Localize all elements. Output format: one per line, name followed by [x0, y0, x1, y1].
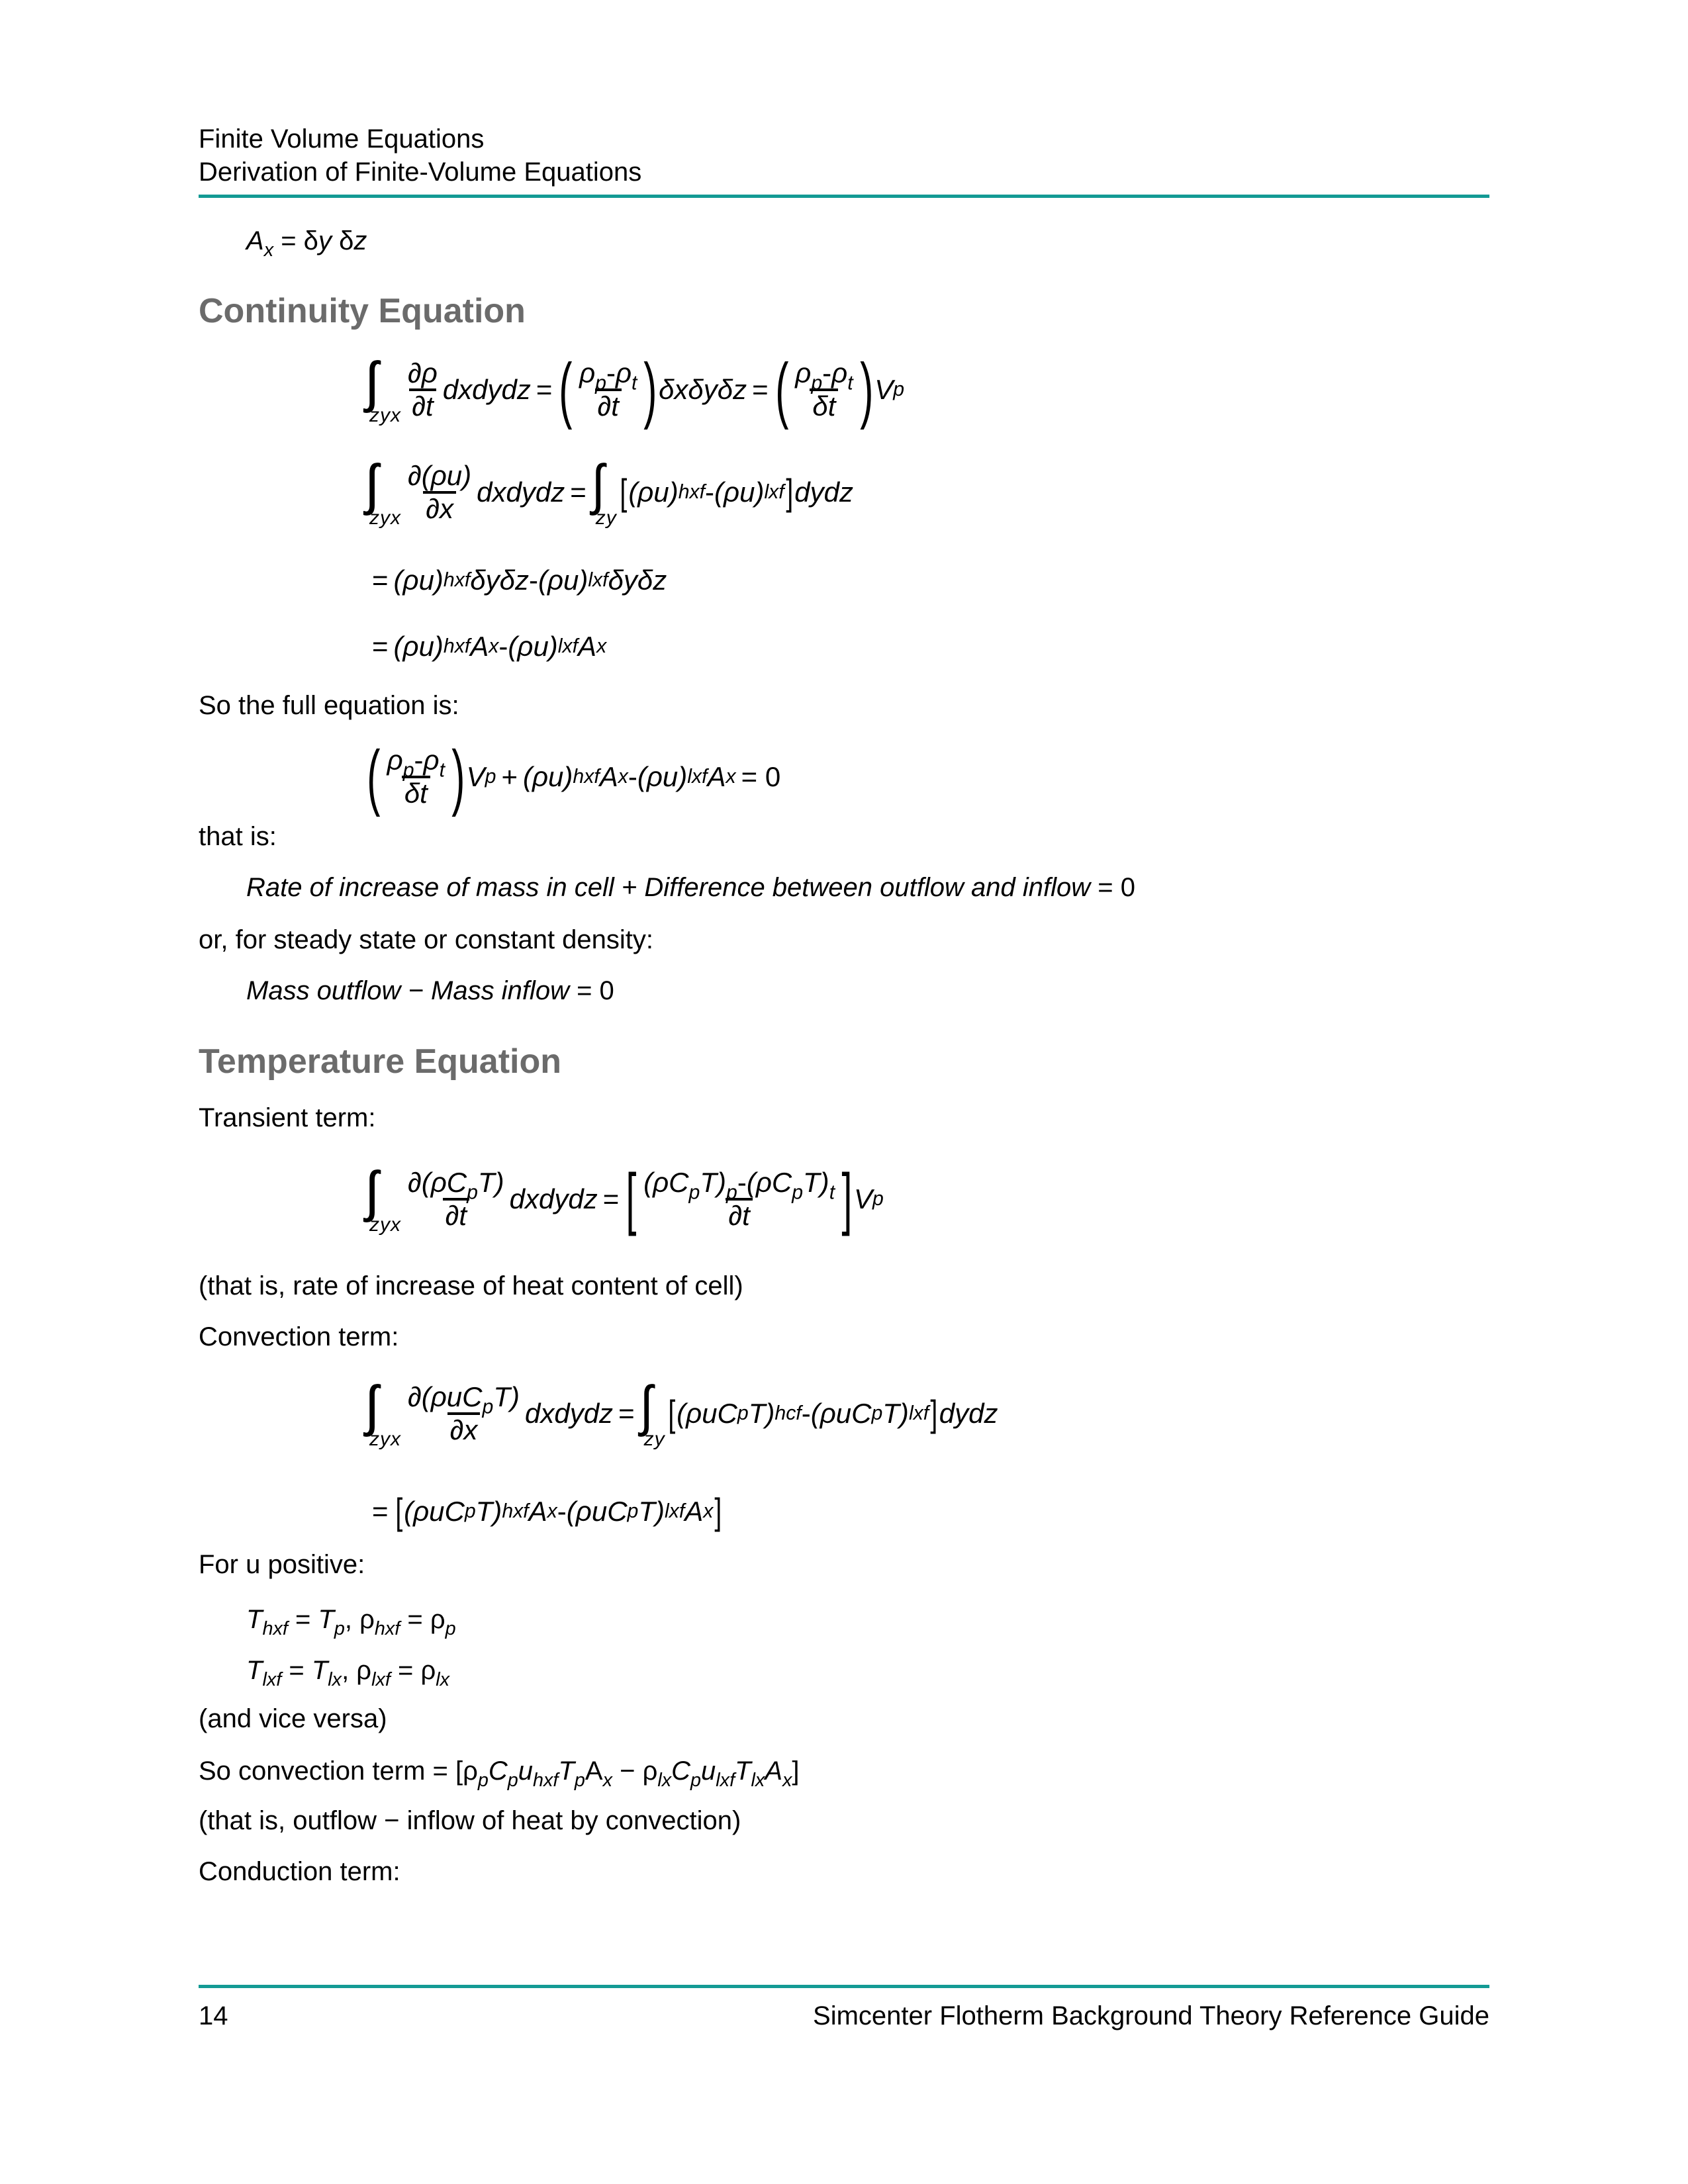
convection-equation-2: = [ (ρuC p T) hxf A x - (ρuC p T) lxf A x ]	[372, 1490, 722, 1532]
subscript: hxf	[533, 1770, 559, 1792]
minus: -	[737, 1167, 747, 1198]
subscript: p	[726, 1181, 737, 1204]
equals: =	[570, 477, 586, 508]
denominator: ∂t	[726, 1198, 752, 1230]
numerator: ∂(ρC	[408, 1167, 467, 1198]
A-symbol: A	[765, 1756, 783, 1786]
rho: ρ	[423, 745, 440, 776]
term: dydz	[939, 1398, 998, 1429]
transient-note: (that is, rate of increase of heat content of cell)	[199, 1271, 743, 1300]
volume-symbol: V	[854, 1183, 873, 1214]
term: T)	[700, 1167, 726, 1198]
area-symbol: A	[578, 631, 597, 662]
equals: =	[372, 565, 389, 596]
paren-close: )	[451, 736, 465, 817]
term: (ρu)	[508, 631, 558, 662]
guide-title: Simcenter Flotherm Background Theory Reference Guide	[813, 2001, 1489, 2030]
continuity-eq3: = (ρu) hxf δyδz - (ρu) lxf δyδz	[372, 565, 667, 596]
fraction	[405, 1383, 522, 1444]
numerator-tail: T)	[493, 1381, 520, 1412]
area-symbol: A	[599, 761, 618, 792]
term: (ρu)	[628, 477, 679, 508]
subscript: hxf	[374, 1618, 400, 1640]
denominator: ∂t	[443, 1198, 469, 1230]
volume-symbol: V	[466, 761, 485, 792]
symbol-y: y	[318, 226, 332, 255]
rho: , ρ	[342, 1656, 372, 1685]
subscript: p	[445, 1618, 456, 1640]
numerator: ∂ρ	[408, 357, 438, 388]
fraction	[405, 359, 440, 420]
equals-zero: = 0	[569, 976, 614, 1005]
rho: = ρ	[390, 1656, 436, 1685]
term: (ρC	[746, 1167, 792, 1198]
term: (ρu)	[714, 477, 765, 508]
fraction	[577, 359, 639, 420]
paren-close: )	[643, 349, 657, 430]
term: (ρu)	[523, 761, 573, 792]
rho: ρ	[615, 357, 632, 388]
term: (ρuC	[404, 1496, 465, 1527]
triple-integral-icon: ∫∫∫ zyx	[365, 1375, 401, 1450]
heading-continuity: Continuity Equation	[199, 292, 526, 330]
term: δxδyδz	[659, 374, 747, 405]
equals: =	[372, 631, 389, 662]
integral-limits: zyx	[369, 1428, 401, 1450]
minus: -	[557, 1496, 567, 1527]
term: (ρuC	[566, 1496, 628, 1527]
subscript: lxf	[716, 1770, 735, 1792]
continuity-full-equation: ( $\frac{\rho_p-\rho_t}{\delta t}$ ) V p + (ρu) hxf A x - (ρu) lxf A x = 0	[367, 736, 781, 817]
text: − ρ	[612, 1756, 658, 1786]
ax-definition	[246, 225, 367, 261]
chapter-title: Finite Volume Equations	[199, 124, 485, 154]
full-equation-label: So the full equation is:	[199, 691, 459, 720]
C-symbol: C	[671, 1756, 691, 1786]
denominator: ∂x	[447, 1412, 481, 1444]
outflow-note: (that is, outflow − inflow of heat by convection)	[199, 1806, 741, 1835]
subscript: lxf	[371, 1669, 391, 1691]
text: So convection term = [ρ	[199, 1756, 478, 1786]
subscript: p	[574, 1770, 585, 1792]
subscript: lx	[751, 1770, 765, 1792]
rho: ρ	[795, 357, 812, 388]
subscript: hxf	[262, 1618, 288, 1640]
term: dxdydz	[509, 1183, 598, 1214]
symbol-z: z	[353, 226, 367, 255]
bracket-close: ]	[930, 1392, 938, 1434]
paren-close: )	[859, 349, 874, 430]
term: (ρu)	[393, 631, 444, 662]
transient-equation: ∫∫∫ zyx $\frac{\partial(\rho C_pT)}{\partial t}$ dxdydz = [ $\frac{(\rho C_pT)_p-(\rho C_pT)_t}{\partial t}$ ] V p	[365, 1160, 884, 1238]
continuity-eq2: ∫∫∫ zyx $\frac{\partial(\rho u)}{\partial x}$ dxdydz = ∫∫ zy [ (ρu) hxf - (ρu) lxf ] dydz	[365, 453, 853, 529]
term: dxdydz	[524, 1398, 614, 1429]
footer-rule	[199, 1985, 1489, 1988]
denominator: ∂x	[423, 491, 456, 523]
term: (ρu)	[538, 565, 588, 596]
term: (ρu)	[637, 761, 688, 792]
double-integral-icon: ∫∫ zy	[591, 453, 617, 529]
subscript: p	[482, 1396, 494, 1418]
integral-limits: zyx	[369, 1214, 401, 1236]
triple-integral-icon: ∫∫∫ zyx	[365, 453, 401, 529]
subscript: p	[595, 372, 606, 394]
triple-integral-icon: ∫∫∫ zyx	[365, 351, 401, 426]
text: = δ	[273, 226, 318, 255]
integral-limits: zy	[595, 507, 617, 529]
fraction	[405, 462, 474, 523]
minus: -	[606, 357, 616, 388]
numerator-tail: T)	[477, 1167, 504, 1198]
conduction-label: Conduction term:	[199, 1857, 400, 1886]
term: T)	[882, 1398, 909, 1429]
equals-zero: = 0	[1090, 873, 1135, 902]
term: dxdydz	[477, 477, 565, 508]
heading-temperature: Temperature Equation	[199, 1042, 562, 1081]
term: T)	[803, 1167, 829, 1198]
rho: = ρ	[400, 1605, 445, 1634]
bracket-close: ]	[841, 1160, 853, 1238]
that-is-label: that is:	[199, 822, 277, 851]
rho: ρ	[831, 357, 848, 388]
integral-limits: zyx	[369, 507, 401, 529]
term: (ρuC	[810, 1398, 872, 1429]
C-symbol: C	[488, 1756, 508, 1786]
paren-open: (	[559, 349, 573, 430]
subscript: p	[792, 1181, 804, 1204]
equals: =	[281, 1656, 312, 1685]
equals-zero: = 0	[741, 761, 781, 792]
lxf-relation	[246, 1655, 450, 1691]
hxf-relation	[246, 1604, 456, 1640]
subscript: p	[690, 1770, 702, 1792]
term: δyδz	[470, 565, 529, 596]
bracket-open: [	[667, 1392, 675, 1434]
denominator: ∂t	[409, 388, 436, 420]
T-symbol: T	[246, 1656, 263, 1685]
u-positive-label: For u positive:	[199, 1550, 365, 1579]
symbol-A: A	[246, 226, 264, 255]
rate-text: Rate of increase of mass in cell + Difference between outflow and inflow	[246, 873, 1091, 902]
minus: -	[801, 1398, 811, 1429]
A-symbol: A	[585, 1756, 603, 1786]
subscript: t	[847, 372, 853, 394]
term: (ρuC	[677, 1398, 737, 1429]
denominator: δt	[402, 776, 430, 807]
convection-term-line	[199, 1755, 800, 1792]
subscript: p	[811, 372, 823, 394]
minus: -	[414, 745, 424, 776]
transient-label: Transient term:	[199, 1103, 376, 1132]
double-integral-icon: ∫∫ zy	[639, 1375, 665, 1450]
fraction	[405, 1169, 507, 1230]
equals: =	[287, 1605, 318, 1634]
T-symbol: T	[246, 1605, 263, 1634]
subscript: p	[334, 1618, 345, 1640]
subscript: x	[782, 1770, 792, 1792]
subscript: p	[507, 1770, 518, 1792]
term: dydz	[794, 477, 853, 508]
T-symbol: T	[311, 1656, 328, 1685]
subscript: t	[632, 372, 637, 394]
minus: -	[822, 357, 832, 388]
term: δyδz	[608, 565, 667, 596]
area-symbol: A	[470, 631, 489, 662]
term: T)	[748, 1398, 775, 1429]
vice-versa-note: (and vice versa)	[199, 1704, 387, 1733]
subscript: p	[402, 759, 414, 782]
term: T)	[638, 1496, 665, 1527]
paren-open: (	[367, 736, 381, 817]
section-title: Derivation of Finite-Volume Equations	[199, 158, 642, 187]
numerator: ∂(ρu)	[408, 460, 472, 491]
text: ]	[792, 1756, 800, 1786]
term: dxdydz	[442, 374, 531, 405]
rho: ρ	[387, 745, 403, 776]
denominator: δt	[810, 388, 838, 420]
term: (ρu)	[393, 565, 444, 596]
triple-integral-icon: ∫∫∫ zyx	[365, 1160, 401, 1236]
minus: -	[628, 761, 637, 792]
fraction	[641, 1169, 837, 1230]
u-symbol: u	[518, 1756, 534, 1786]
bracket-open: [	[395, 1490, 402, 1532]
page-number: 14	[199, 2001, 228, 2030]
bracket-open: [	[620, 471, 627, 513]
subscript: p	[477, 1770, 489, 1792]
T-symbol: T	[318, 1605, 334, 1634]
minus: -	[705, 477, 715, 508]
equals: =	[618, 1398, 635, 1429]
integral-limits: zyx	[369, 404, 401, 426]
equals: =	[752, 374, 769, 405]
subscript: t	[439, 759, 445, 782]
mass-balance-statement	[246, 975, 614, 1007]
term: T)	[475, 1496, 502, 1527]
subscript: x	[263, 240, 274, 261]
equals: =	[372, 1496, 389, 1527]
T-symbol: T	[735, 1756, 751, 1786]
area-symbol: A	[528, 1496, 547, 1527]
text: δ	[331, 226, 354, 255]
subscript: t	[829, 1181, 835, 1204]
integral-limits: zy	[643, 1428, 665, 1450]
convection-label: Convection term:	[199, 1322, 399, 1351]
area-symbol: A	[684, 1496, 704, 1527]
rate-statement	[246, 872, 1135, 903]
subscript: lx	[436, 1669, 450, 1691]
steady-state-label: or, for steady state or constant density:	[199, 925, 654, 954]
bracket-open: [	[626, 1160, 637, 1238]
subscript: p	[467, 1181, 478, 1204]
u-symbol: u	[701, 1756, 716, 1786]
T-symbol: T	[558, 1756, 575, 1786]
subscript: lxf	[262, 1669, 282, 1691]
convection-equation: ∫∫∫ zyx $\frac{\partial(\rho uC_pT)}{\partial x}$ dxdydz = ∫∫ zy [ (ρuC p T) hcf - (ρuC p T) lxf ] dydz	[365, 1375, 998, 1450]
term: (ρC	[643, 1167, 689, 1198]
subscript: lx	[657, 1770, 672, 1792]
numerator: ∂(ρuC	[408, 1381, 483, 1412]
bracket-close: ]	[786, 471, 793, 513]
rho: , ρ	[344, 1605, 375, 1634]
paren-open: (	[774, 349, 789, 430]
rho: ρ	[579, 357, 596, 388]
fraction	[385, 747, 447, 807]
bracket-close: ]	[714, 1490, 722, 1532]
fraction	[792, 359, 855, 420]
header-rule	[199, 195, 1489, 198]
subscript: lx	[328, 1669, 342, 1691]
area-symbol: A	[707, 761, 726, 792]
minus: -	[498, 631, 508, 662]
subscript: p	[688, 1181, 700, 1204]
volume-symbol: V	[874, 374, 894, 405]
continuity-eq4: = (ρu) hxf A x - (ρu) lxf A x	[372, 631, 607, 662]
mass-text: Mass outflow − Mass inflow	[246, 976, 569, 1005]
equals: =	[536, 374, 553, 405]
minus: -	[528, 565, 538, 596]
subscript: x	[602, 1770, 612, 1792]
equals: =	[602, 1183, 620, 1214]
continuity-eq1: ∫∫∫ zyx $\frac{\partial\rho}{\partial t}$ dxdydz = ( $\frac{\rho_p-\rho_t}{\partial t}$ ) δxδyδz = ( $\frac{\rho_p-\rho_t}{\delta t}$ ) V p	[365, 349, 905, 430]
denominator: ∂t	[595, 388, 622, 420]
plus: +	[501, 761, 518, 792]
